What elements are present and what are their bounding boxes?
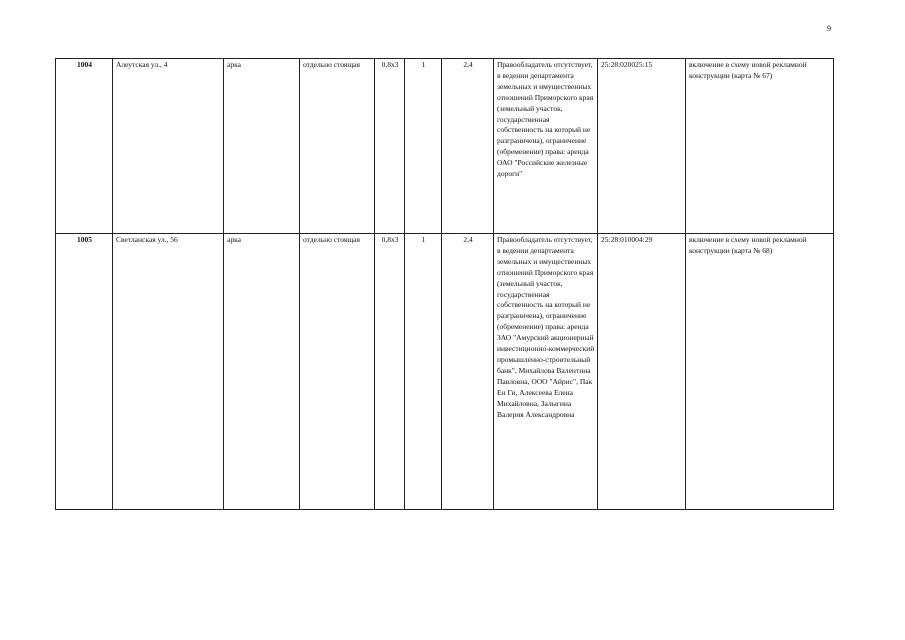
advertising-structures-table (55, 58, 834, 510)
structure-type-cell: арка (224, 234, 300, 510)
placement-cell: отдельно стоящая (300, 59, 375, 234)
cadastral-number-cell: 25:28:020025:15 (598, 59, 686, 234)
cadastral-number-cell: 25:28:010004:29 (598, 234, 686, 510)
size-cell: 0,8х3 (375, 59, 405, 234)
row-number: 1005 (56, 234, 113, 510)
note-cell: включение в схему новой рекламной конструкции (карта № 67) (686, 59, 834, 234)
count-cell: 1 (405, 59, 442, 234)
page-number: 9 (827, 24, 831, 33)
structure-type-cell: арка (224, 59, 300, 234)
owner-cell: Правообладатель отсутствует, в ведении департамента земельных и имущественных отношений Приморского края (земельный участок, государственная собственность на который не разграничена), ограничение (обременение) права: аренда ЗАО "Амурский акционерный инвестиционно-коммерческий промышленно-строительный банк", Михайлова Валентина Павловна, ООО "Айрис", Пак Ен Ги, Алексеева Елена Михайловна, Залыгина Валерия Александровна (494, 234, 598, 510)
owner-cell: Правообладатель отсутствует, в ведении департамента земельных и имущественных отношений Приморского края (земельный участок, государственная собственность на который не разграничена), ограничение (обременение) права: аренда ОАО "Российские железные дороги" (494, 59, 598, 234)
area-cell: 2,4 (442, 59, 494, 234)
count-cell: 1 (405, 234, 442, 510)
address-cell: Светланская ул., 56 (113, 234, 224, 510)
area-cell: 2,4 (442, 234, 494, 510)
note-cell: включение в схему новой рекламной конструкции (карта № 68) (686, 234, 834, 510)
address-cell: Алеутская ул., 4 (113, 59, 224, 234)
row-number: 1004 (56, 59, 113, 234)
table-row (56, 234, 834, 510)
size-cell: 0,8х3 (375, 234, 405, 510)
table-row (56, 59, 834, 234)
placement-cell: отдельно стоящая (300, 234, 375, 510)
